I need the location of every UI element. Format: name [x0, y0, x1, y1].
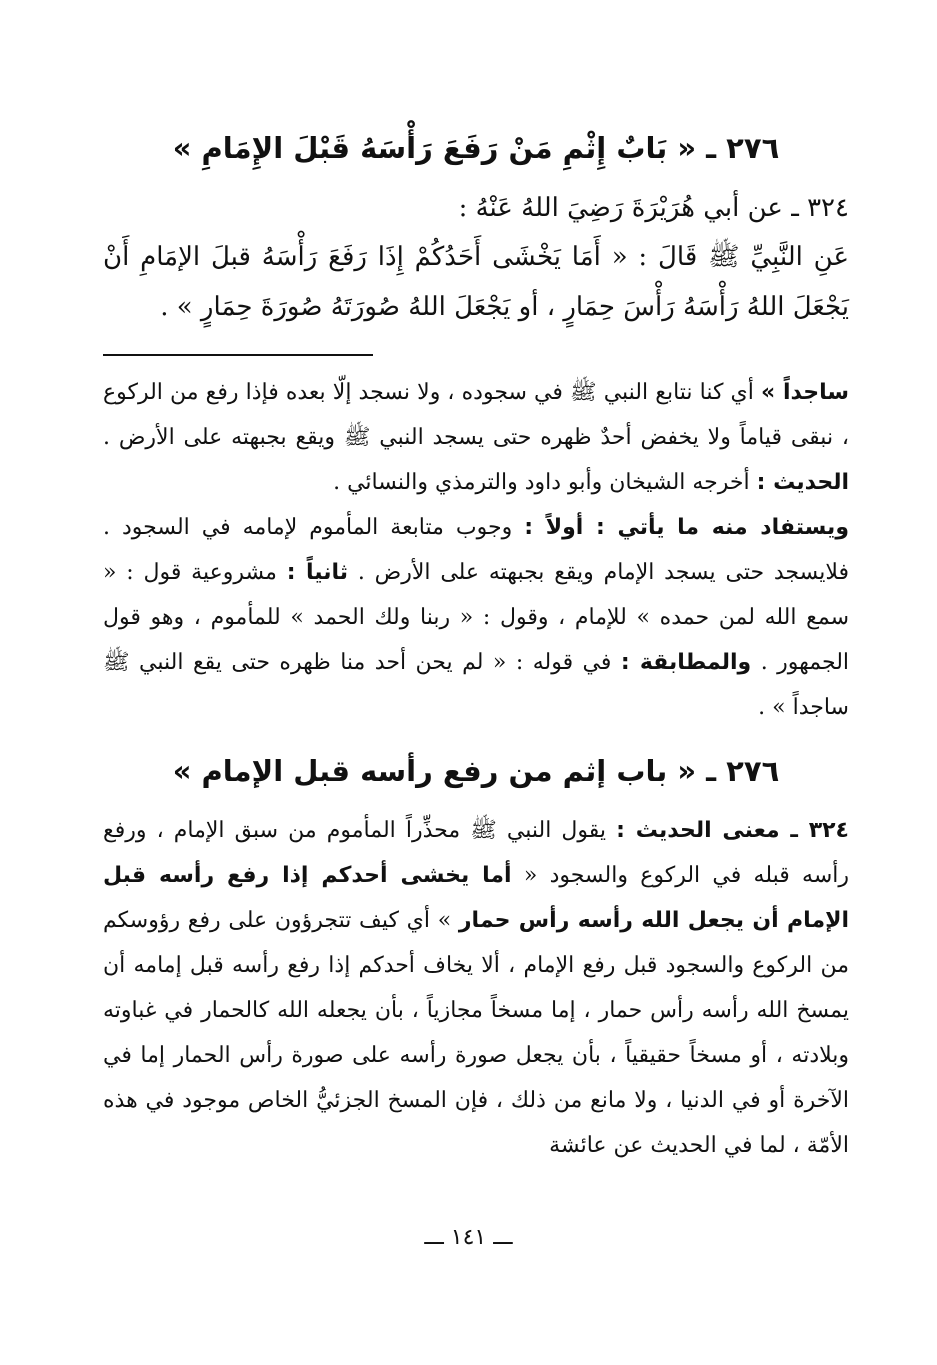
commentary-body — [103, 808, 849, 1168]
note-term-match: والمطابقة : — [620, 650, 752, 675]
note-text-3: وجوب متابعة المأموم لإمامه في السجود . فلايسجد حتى يسجد الإمام ويقع بجبهته على الأرض . — [103, 515, 850, 585]
hadith-text: عَنِ النَّبِيِّ ﷺ قَالَ : « أَمَا يَخْشَى أَحَدُكُمْ إِذَا رَفَعَ رَأْسَهُ قبلَ الإمَامِ أَنْ يَجْعَلَ اللهُ رَأْسَهُ رَأْسَ حِمَارٍ ، أو يَجْعَلَ اللهُ صُورَتَهُ صُورَةَ حِمَارٍ » . — [103, 242, 849, 322]
note-text-5: في قوله : « لم يحن أحد منا ظهره حتى يقع النبي ﷺ ساجداً » . — [103, 650, 849, 720]
note-text-2: أخرجه الشيخان وأبو داود والترمذي والنسائي . — [333, 470, 750, 495]
note-term-hadith: الحديث : — [756, 470, 849, 495]
footnote-notes — [103, 370, 849, 730]
page-number: ـــ ١٤١ ـــ — [424, 1225, 513, 1250]
hadith-intro: ٣٢٤ ـ عن أبي هُرَيْرَةَ رَضِيَ اللهُ عَنْهُ : — [458, 193, 849, 223]
note-term-benefits: ويستفاد منه ما يأتي : أولاً : — [524, 515, 849, 540]
note-term-sajidan: ساجداً » — [761, 380, 849, 405]
note-text-4: مشروعية قول : « سمع الله لمن حمده » للإمام ، وقول : « ربنا ولك الحمد » للمأموم ، وهو قول الجمهور . — [103, 560, 850, 675]
commentary-term-meaning: ٣٢٤ ـ معنى الحديث : — [616, 818, 849, 843]
note-term-second: ثانياً : — [286, 560, 349, 585]
chapter-heading: ٢٧٦ ـ « بَابٌ إِثْمِ مَنْ رَفَعَ رَأْسَهُ قَبْلَ الإِمَامِ » — [172, 131, 780, 165]
commentary-text-2: » أي كيف تتجرؤون على رفع رؤوسكم من الركوع والسجود قبل رفع الإمام ، ألا يخاف أحدكم إذا رفع رأسه قبل إمامه أن يمسخ الله رأسه رأس حمار ، إما مسخاً مجازياً ، بأن يجعله الله كالحمار في غباوته وبلادته ، أو مسخاً حقيقياً ، بأن يجعل صورة رأسه على صورة رأس الحمار إما في الآخرة أو في الدنيا ، ولا مانع من ذلك ، فإن المسخ الجزئيُّ الخاص موجود في هذه الأمّة ، لما في الحديث عن عائشة — [103, 908, 849, 1158]
commentary-text-1: يقول النبي ﷺ محذِّراً المأموم من سبق الإمام ، ورفع رأسه قبله في الركوع والسجود « — [103, 818, 850, 888]
commentary-heading: ٢٧٦ ـ « باب إثم من رفع رأسه قبل الإمام » — [172, 754, 780, 788]
footnote-divider — [103, 354, 373, 356]
commentary-quote: أما يخشى أحدكم إذا رفع رأسه قبل الإمام أن يجعل الله رأسه رأس حمار — [103, 863, 849, 933]
note-text-1: أي كنا نتابع النبي ﷺ في سجوده ، ولا نسجد إلّا بعده فإذا رفع من الركوع ، نبقى قياماً ولا يخفض أحدٌ ظهره حتى يسجد النبي ﷺ ويقع بجبهته على الأرض . — [103, 380, 849, 450]
